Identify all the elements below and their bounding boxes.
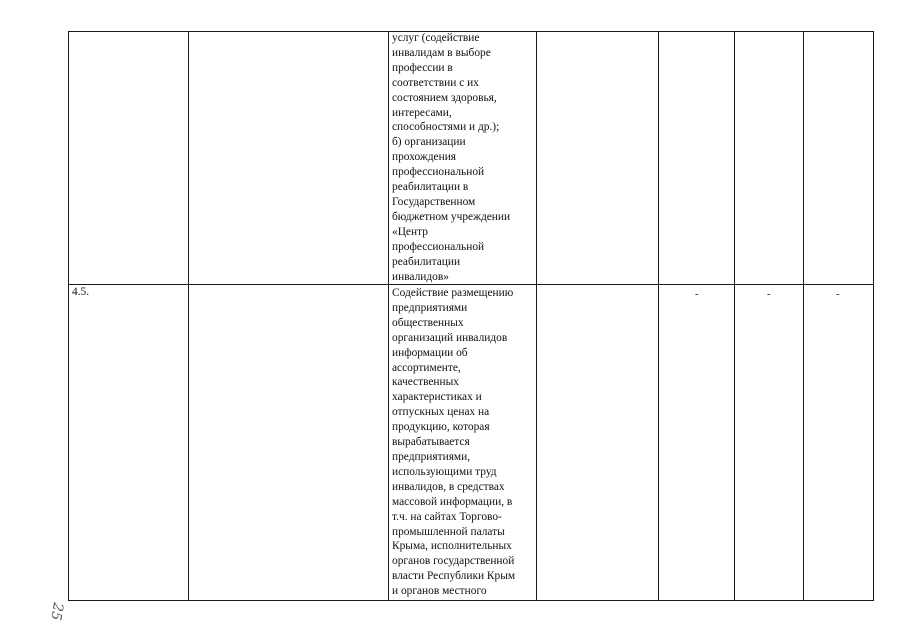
- col-border-5: [734, 31, 735, 601]
- row-4-5-description: Содействие размещению предприятиями общественных организаций инвалидов информации об ассортименте, качественных характеристиках и отпускных ценах на продукцию, которая вырабатывается предприятиями, использующими труд инвалидов, в средствах массовой информации, в т.ч. на сайтах Торгово- промышленной палаты Крыма, исполнительных органов государственной власти Республики Крым и органов местного: [392, 287, 516, 598]
- col-border-4: [658, 31, 659, 601]
- col-border-7: [873, 31, 874, 601]
- col-border-2: [388, 31, 389, 601]
- row-4-5-col6: -: [767, 288, 771, 300]
- col-border-1: [188, 31, 189, 601]
- row-top-description: услуг (содействие инвалидам в выборе профессии в соответствии с их состоянием здоровья, интересами, способностями и др.); б) организации прохождения профессиональной реабилитации в Государственном бюджетном учреждении «Центр профессиональной реабилитации инвалидов»: [392, 32, 511, 283]
- col-border-6: [803, 31, 804, 601]
- col-border-3: [536, 31, 537, 601]
- col-border-0: [68, 31, 69, 601]
- row-4-5-col7: -: [836, 288, 840, 300]
- page-mark: 25: [47, 601, 66, 622]
- row-4-5-number: 4.5.: [72, 286, 90, 298]
- row-4-5-col5: -: [695, 288, 699, 300]
